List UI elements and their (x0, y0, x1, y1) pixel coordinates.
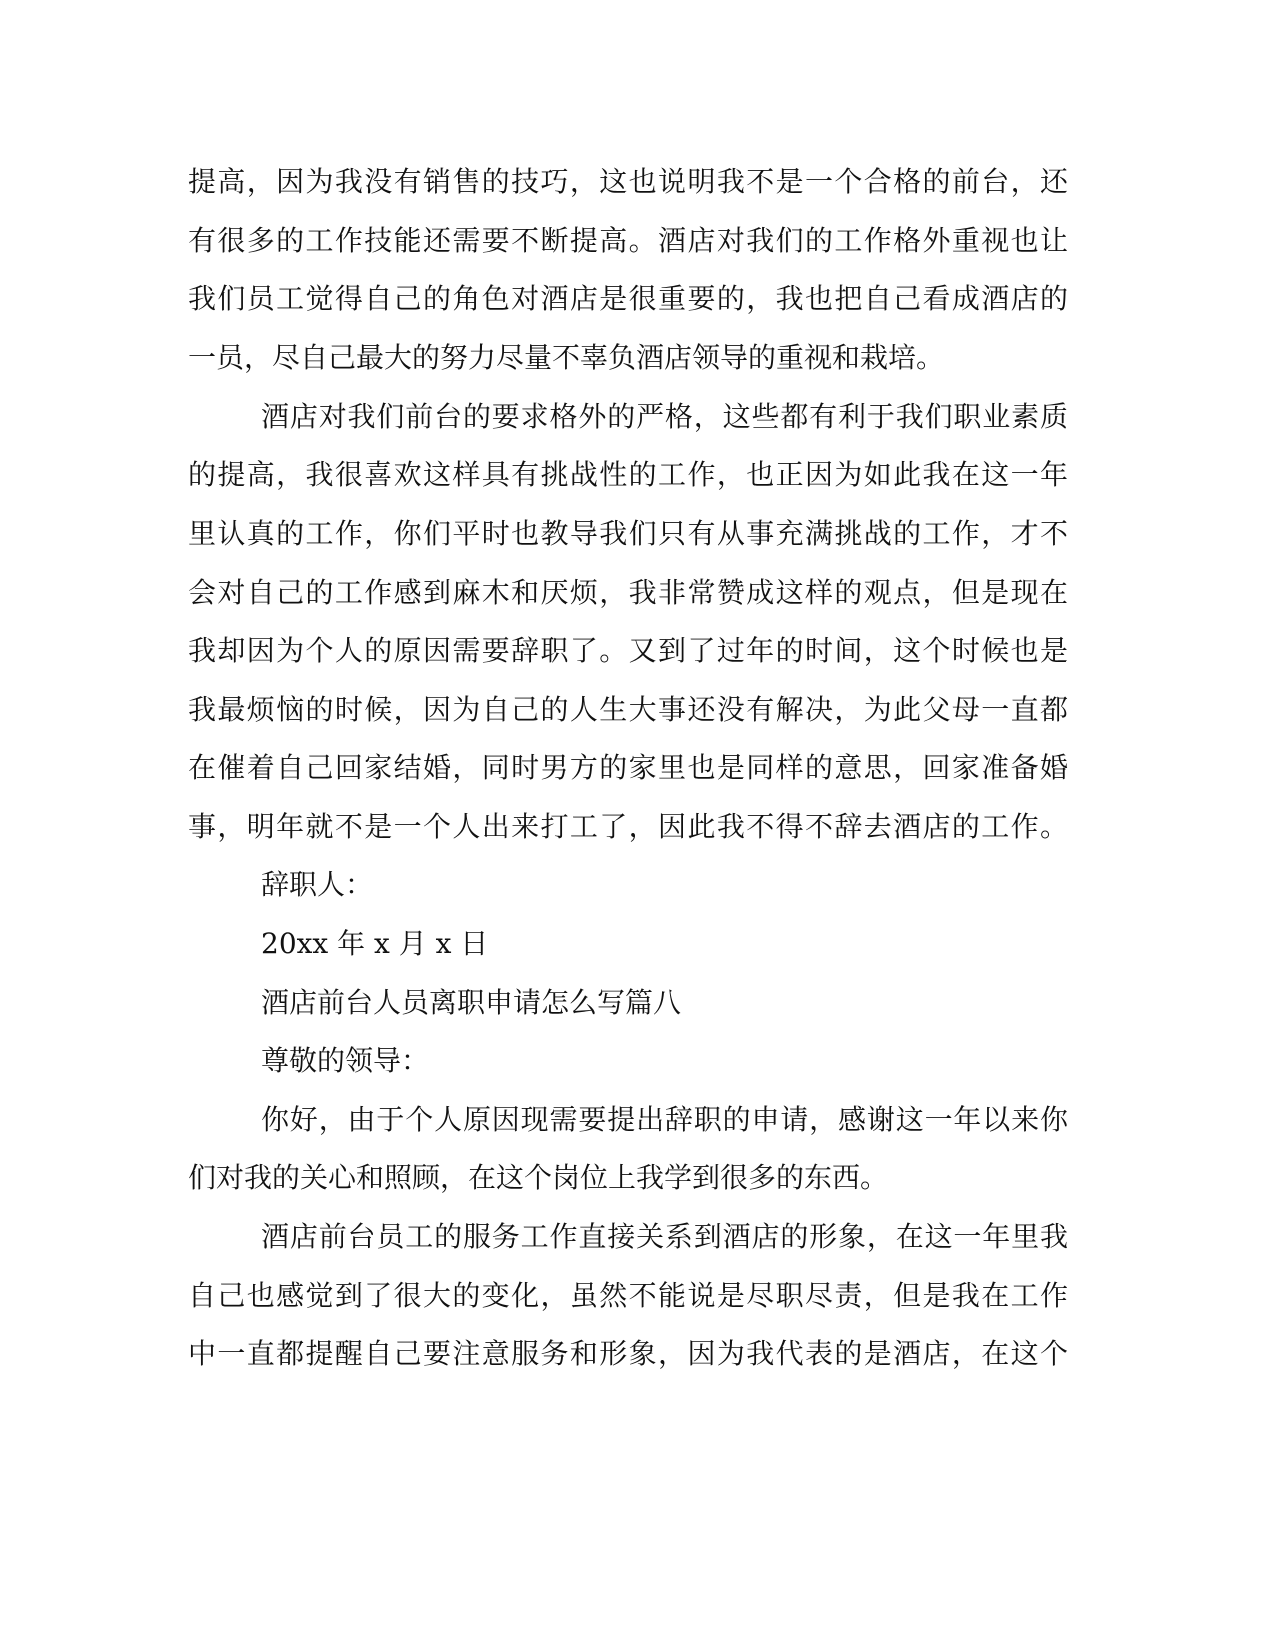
paragraph-line: 有很多的工作技能还需要不断提高。酒店对我们的工作格外重视也让 (188, 224, 1068, 257)
section-title: 酒店前台人员离职申请怎么写篇八 (261, 986, 682, 1019)
paragraph-line: 自己也感觉到了很大的变化，虽然不能说是尽职尽责，但是我在工作 (188, 1279, 1068, 1312)
paragraph-line: 的提高，我很喜欢这样具有挑战性的工作，也正因为如此我在这一年 (188, 458, 1068, 491)
paragraph-line: 酒店前台员工的服务工作直接关系到酒店的形象，在这一年里我 (261, 1220, 1068, 1253)
paragraph-line: 在催着自己回家结婚，同时男方的家里也是同样的意思，回家准备婚 (188, 751, 1068, 784)
salutation: 尊敬的领导： (261, 1044, 430, 1077)
paragraph-line: 我最烦恼的时候，因为自己的人生大事还没有解决，为此父母一直都 (188, 693, 1068, 726)
signature-label: 辞职人： (261, 868, 374, 901)
paragraph-line: 你好，由于个人原因现需要提出辞职的申请，感谢这一年以来你 (261, 1103, 1068, 1136)
paragraph-line: 酒店对我们前台的要求格外的严格，这些都有利于我们职业素质 (261, 400, 1068, 433)
paragraph-line: 一员，尽自己最大的努力尽量不辜负酒店领导的重视和栽培。 (188, 341, 945, 374)
paragraph-line: 提高，因为我没有销售的技巧，这也说明我不是一个合格的前台，还 (188, 165, 1068, 198)
paragraph-line: 们对我的关心和照顾，在这个岗位上我学到很多的东西。 (188, 1161, 889, 1194)
paragraph-line: 会对自己的工作感到麻木和厌烦，我非常赞成这样的观点，但是现在 (188, 576, 1068, 609)
paragraph-line: 里认真的工作，你们平时也教导我们只有从事充满挑战的工作，才不 (188, 517, 1068, 550)
paragraph-line: 我却因为个人的原因需要辞职了。又到了过年的时间，这个时候也是 (188, 634, 1068, 667)
paragraph-line: 事，明年就不是一个人出来打工了，因此我不得不辞去酒店的工作。 (188, 810, 1068, 843)
paragraph-line: 中一直都提醒自己要注意服务和形象，因为我代表的是酒店，在这个 (188, 1337, 1068, 1370)
paragraph-line: 我们员工觉得自己的角色对酒店是很重要的，我也把自己看成酒店的 (188, 282, 1068, 315)
date-line: 20xx 年 x 月 x 日 (261, 927, 489, 960)
